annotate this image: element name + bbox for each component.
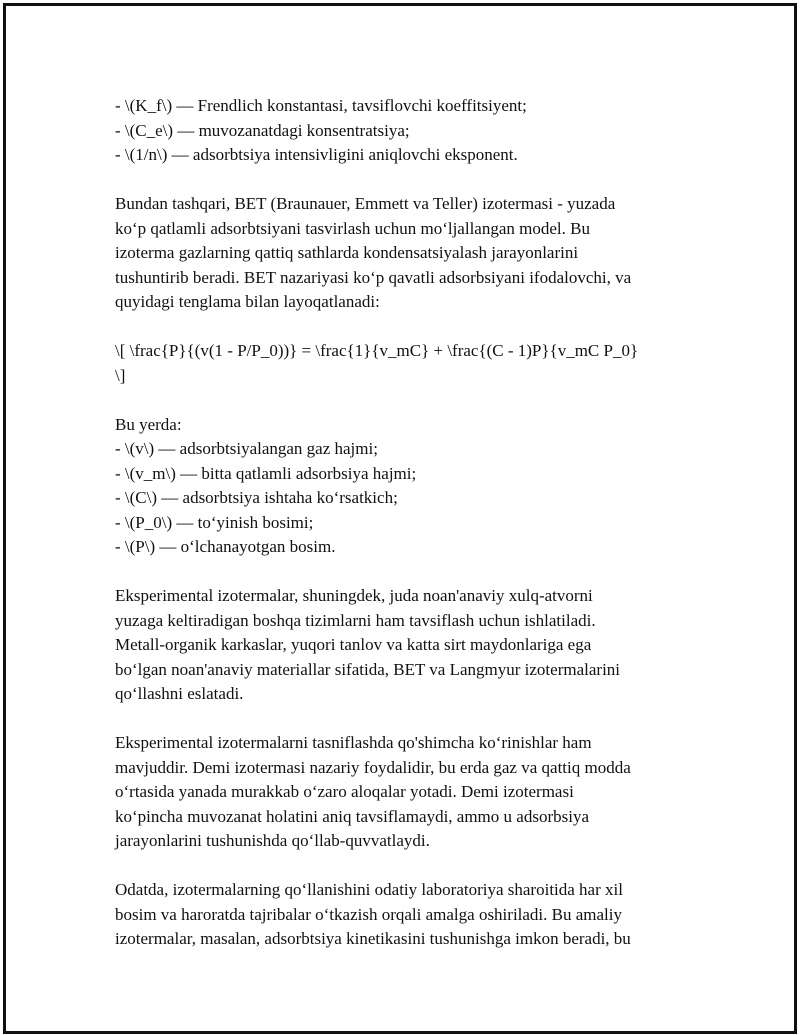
- text-line: - \(C_e\) — muvozanatdagi konsentratsiya;: [115, 120, 410, 140]
- text-line: mavjuddir. Demi izotermasi nazariy foydalidir, bu erda gaz va qattiq modda: [115, 757, 631, 777]
- paragraph-bet-intro: [115, 192, 705, 315]
- text-line: \[ \frac{P}{(v(1 - P/P_0))} = \frac{1}{v_mC} + \frac{(C - 1)P}{v_mC P_0}: [115, 341, 639, 360]
- paragraph-experimental-isotherms: [115, 584, 705, 707]
- text-line: \]: [115, 365, 126, 385]
- text-line: Bu yerda:: [115, 414, 182, 434]
- paragraph-classification: [115, 731, 705, 854]
- text-line: izoterma gazlarning qattiq sathlarda kondensatsiyalash jarayonlarini: [115, 243, 579, 262]
- text-line: jarayonlarini tushunishda qo‘llab-quvvatlaydi.: [115, 831, 430, 850]
- text-line: - \(v\) — adsorbtsiyalangan gaz hajmi;: [115, 439, 378, 458]
- paragraph-application: [115, 878, 705, 952]
- text-line: - \(1/n\) — adsorbtsiya intensivligini aniqlovchi eksponent.: [115, 145, 518, 164]
- text-line: Bundan tashqari, BET (Braunauer, Emmett va Teller) izotermasi - yuzada: [115, 194, 616, 213]
- text-line: ko‘pincha muvozanat holatini aniq tavsiflamaydi, ammo u adsorbsiya: [115, 806, 589, 826]
- text-line: - \(K_f\) — Frendlich konstantasi, tavsiflovchi koeffitsiyent;: [115, 96, 527, 115]
- text-line: Eksperimental izotermalar, shuningdek, juda noan'anaviy xulq-atvorni: [115, 586, 593, 605]
- text-line: bo‘lgan noan'anaviy materiallar sifatida, BET va Langmyur izotermalarini: [115, 659, 621, 679]
- list-bet-terms: [115, 413, 705, 560]
- text-line: o‘rtasida yanada murakkab o‘zaro aloqalar yotadi. Demi izotermasi: [115, 782, 574, 801]
- text-line: ko‘p qatlamli adsorbtsiyani tasvirlash uchun mo‘ljallangan model. Bu: [115, 218, 590, 238]
- equation-bet: [115, 339, 705, 388]
- document-body: [115, 94, 705, 976]
- text-line: Metall-organik karkaslar, yuqori tanlov va katta sirt maydonlariga ega: [115, 635, 592, 654]
- text-line: izotermalar, masalan, adsorbtsiya kinetikasini tushunishga imkon beradi, bu: [115, 929, 631, 948]
- text-line: - \(P\) — o‘lchanayotgan bosim.: [115, 537, 336, 556]
- text-line: yuzaga keltiradigan boshqa tizimlarni ham tavsiflash uchun ishlatiladi.: [115, 610, 596, 630]
- text-line: - \(C\) — adsorbtsiya ishtaha ko‘rsatkich;: [115, 488, 398, 507]
- text-line: - \(P_0\) — to‘yinish bosimi;: [115, 512, 314, 532]
- text-line: Eksperimental izotermalarni tasniflashda qo'shimcha ko‘rinishlar ham: [115, 733, 592, 752]
- list-freundlich-terms: [115, 94, 705, 168]
- text-line: - \(v_m\) — bitta qatlamli adsorbsiya hajmi;: [115, 463, 417, 483]
- text-line: quyidagi tenglama bilan layoqatlanadi:: [115, 292, 380, 311]
- text-line: tushuntirib beradi. BET nazariyasi ko‘p qavatli adsorbsiyani ifodalovchi, va: [115, 267, 632, 287]
- text-line: bosim va haroratda tajribalar o‘tkazish orqali amalga oshiriladi. Bu amaliy: [115, 904, 623, 924]
- text-line: Odatda, izotermalarning qo‘llanishini odatiy laboratoriya sharoitida har xil: [115, 880, 623, 899]
- text-line: qo‘llashni eslatadi.: [115, 684, 244, 703]
